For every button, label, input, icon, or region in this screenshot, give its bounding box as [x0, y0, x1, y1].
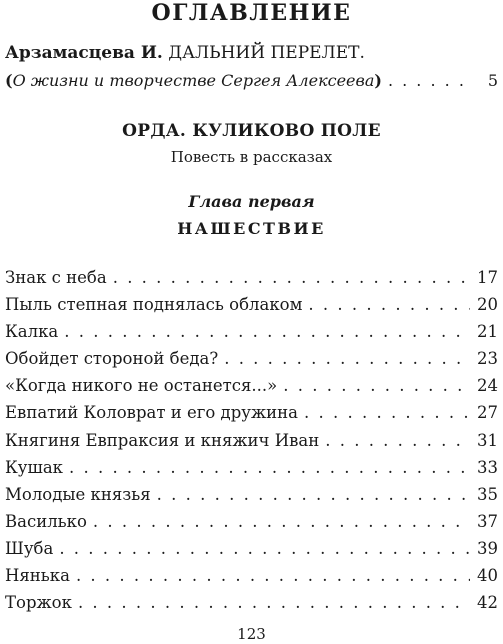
entry-title: Шуба [5, 538, 54, 558]
intro-heading [5, 42, 365, 64]
intro-title: ДАЛЬНИЙ ПЕРЕЛЕТ. [168, 43, 365, 63]
entry-title: Евпатий Коловрат и его дружина [5, 403, 298, 423]
intro-close-paren: ) [374, 71, 382, 90]
toc-entry[interactable] [5, 264, 498, 291]
toc-entry[interactable] [5, 508, 498, 535]
intro-entry [5, 70, 498, 92]
entry-title: Обойдет стороной беда? [5, 349, 219, 369]
dot-leader [283, 372, 470, 399]
entry-page-number: 21 [477, 322, 498, 342]
entry-title: Василько [5, 511, 87, 531]
entry-page-number: 40 [477, 566, 498, 586]
entry-title: Знак с неба [5, 268, 107, 287]
toc-entry[interactable] [5, 372, 498, 399]
entry-page-number: 37 [477, 511, 498, 531]
entry-page-number: 35 [477, 484, 498, 504]
dot-leader [59, 535, 470, 562]
intro-page-number: 5 [487, 71, 498, 90]
section-subtitle: Повесть в рассказах [170, 148, 333, 166]
entry-page-number: 23 [477, 349, 498, 369]
dot-leader [78, 589, 470, 616]
dot-leader [113, 264, 470, 291]
chapter-title: НАШЕСТВИЕ [177, 219, 326, 238]
page-title: ОГЛАВЛЕНИЕ [151, 0, 352, 26]
section-title: ОРДА. КУЛИКОВО ПОЛЕ [122, 121, 381, 141]
entry-title: Княгиня Евпраксия и княжич Иван [5, 430, 320, 450]
chapter-number: Глава первая [188, 192, 315, 211]
entry-title: «Когда никого не останется...» [5, 376, 278, 396]
toc-entry[interactable] [5, 454, 498, 481]
toc-entry[interactable] [5, 589, 498, 616]
dot-leader [93, 508, 470, 535]
toc-entry[interactable] [5, 318, 498, 345]
entry-page-number: 20 [477, 295, 498, 315]
entry-title: Калка [5, 322, 59, 342]
entry-page-number: 24 [477, 376, 498, 396]
entry-title: Нянька [5, 566, 70, 586]
entry-page-number: 39 [477, 538, 498, 558]
toc-entry[interactable] [5, 562, 498, 589]
dot-leader [388, 70, 470, 92]
toc-entry[interactable] [5, 481, 498, 508]
folio-page-number: 123 [237, 625, 266, 643]
toc-entry[interactable] [5, 345, 498, 372]
dot-leader [69, 454, 470, 481]
entry-title: Кушак [5, 457, 63, 477]
dot-leader [325, 427, 470, 454]
toc-entry[interactable] [5, 399, 498, 426]
entry-page-number: 31 [477, 430, 498, 450]
toc-entry[interactable] [5, 427, 498, 454]
toc-list [5, 264, 498, 616]
entry-page-number: 33 [477, 457, 498, 477]
entry-page-number: 27 [477, 403, 498, 423]
dot-leader [64, 318, 470, 345]
entry-page-number: 42 [477, 593, 498, 613]
entry-title: Пыль степная поднялась облаком [5, 295, 303, 315]
toc-entry[interactable] [5, 535, 498, 562]
dot-leader [76, 562, 470, 589]
dot-leader [224, 345, 470, 372]
entry-title: Молодые князья [5, 484, 151, 504]
dot-leader [157, 481, 470, 508]
toc-entry[interactable] [5, 291, 498, 318]
intro-author: Арзамасцева И. [5, 43, 163, 63]
intro-subtitle: О жизни и творчестве Сергея Алексеева [12, 71, 375, 90]
dot-leader [308, 291, 470, 318]
entry-title: Торжок [5, 593, 72, 613]
entry-page-number: 17 [477, 268, 498, 287]
intro-open-paren: ( [5, 71, 13, 90]
dot-leader [304, 399, 470, 426]
